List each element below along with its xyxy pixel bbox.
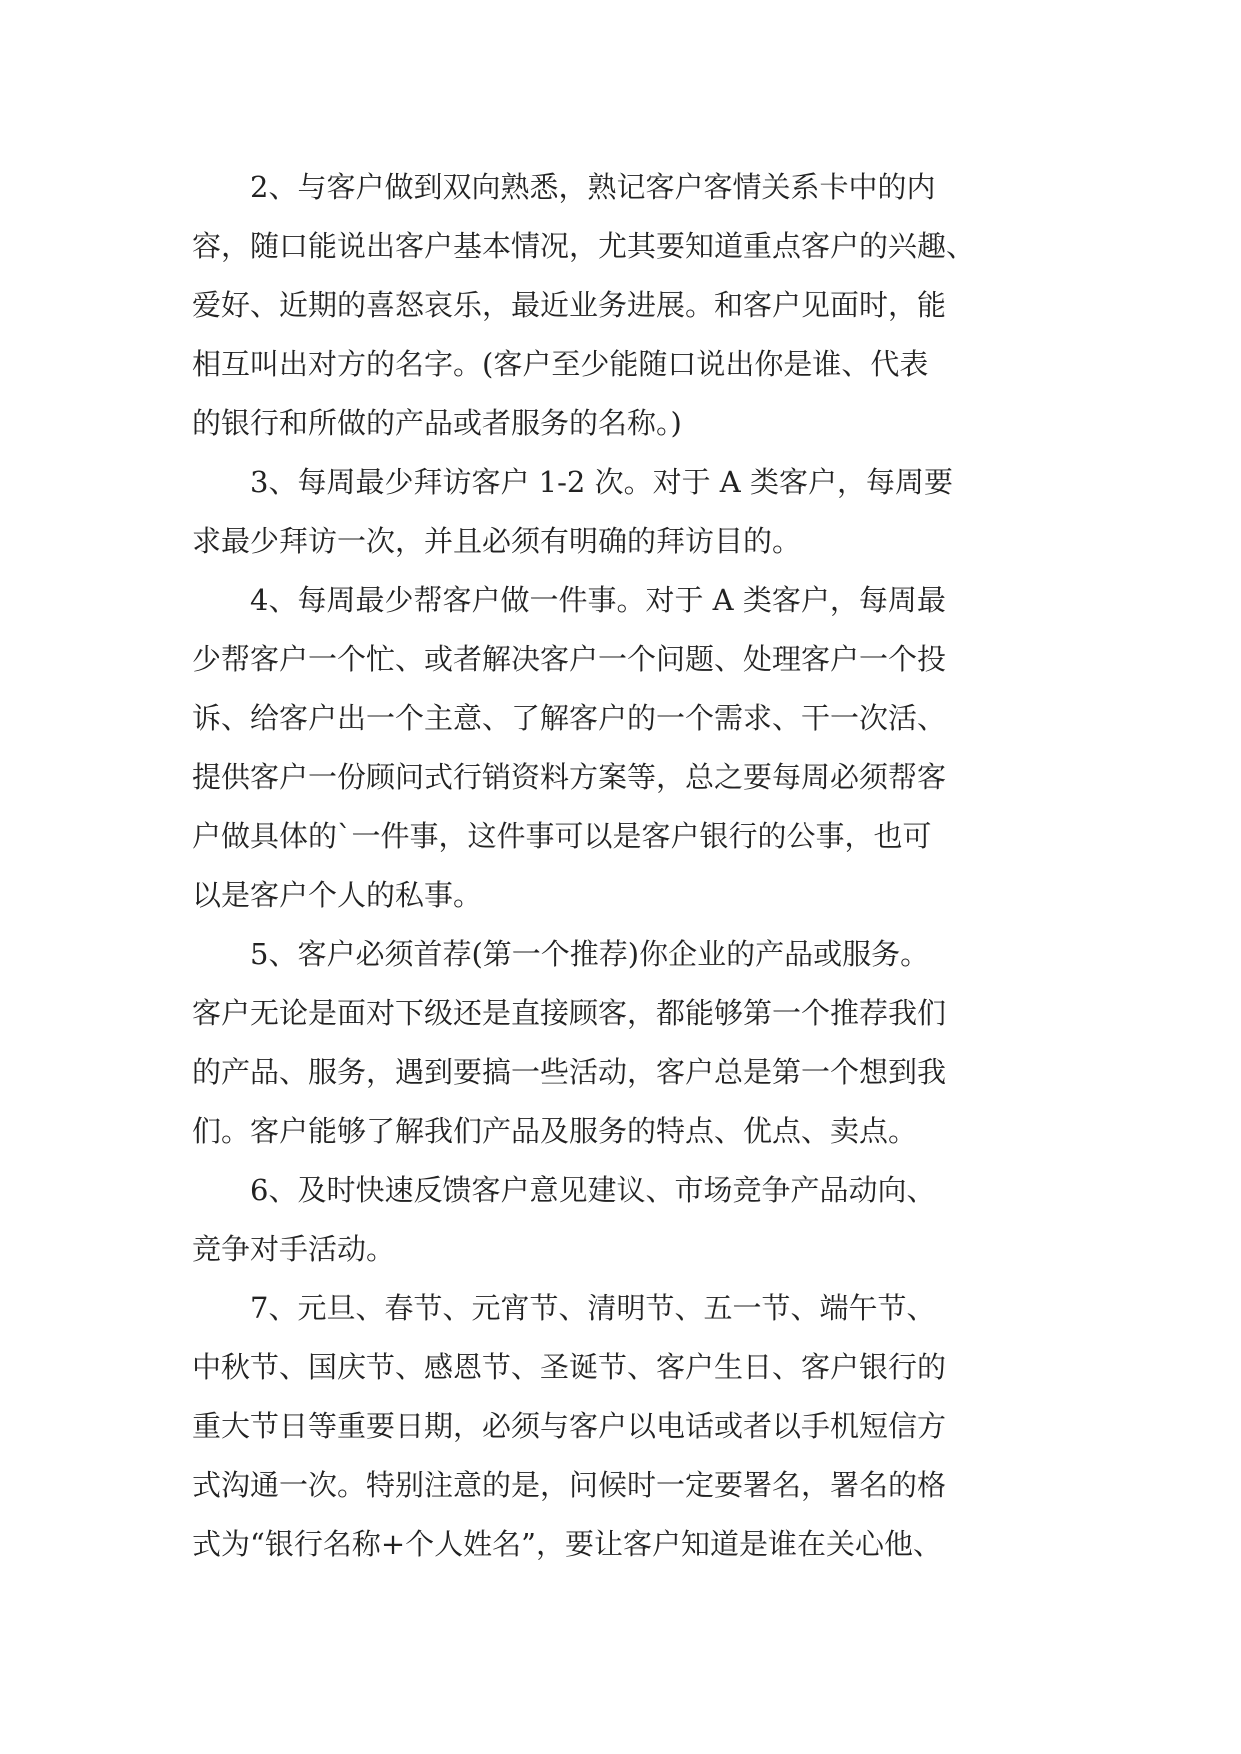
paragraph-4-line-3: 诉、给客户出一个主意、了解客户的一个需求、干一次活、 (192, 701, 947, 735)
paragraph-6-line-1: 6、及时快速反馈客户意见建议、市场竞争产品动向、 (250, 1173, 936, 1207)
paragraph-7-line-1: 7、元旦、春节、元宵节、清明节、五一节、端午节、 (250, 1291, 936, 1325)
paragraph-2-line-2: 容，随口能说出客户基本情况，尤其要知道重点客户的兴趣、 (192, 229, 976, 263)
paragraph-5-line-2: 客户无论是面对下级还是直接顾客，都能够第一个推荐我们 (192, 996, 947, 1030)
paragraph-7-line-4: 式沟通一次。特别注意的是，问候时一定要署名，署名的格 (192, 1468, 947, 1502)
paragraph-4-line-2: 少帮客户一个忙、或者解决客户一个问题、处理客户一个投 (192, 642, 947, 676)
paragraph-2-line-3: 爱好、近期的喜怒哀乐，最近业务进展。和客户见面时，能 (192, 288, 947, 322)
paragraph-4-line-6: 以是客户个人的私事。 (192, 878, 483, 912)
document-body (192, 158, 1072, 1574)
paragraph-3-line-2: 求最少拜访一次，并且必须有明确的拜访目的。 (192, 524, 802, 558)
paragraph-6-line-2: 竞争对手活动。 (192, 1232, 396, 1266)
paragraph-2-line-5: 的银行和所做的产品或者服务的名称。) (192, 406, 682, 440)
paragraph-2-line-4: 相互叫出对方的名字。(客户至少能随口说出你是谁、代表 (192, 347, 929, 381)
paragraph-5-line-4: 们。客户能够了解我们产品及服务的特点、优点、卖点。 (192, 1114, 918, 1148)
paragraph-4-line-5: 户做具体的`一件事，这件事可以是客户银行的公事，也可 (192, 819, 932, 853)
paragraph-4-line-1: 4、每周最少帮客户做一件事。对于 A 类客户，每周最 (250, 583, 946, 617)
paragraph-7-line-2: 中秋节、国庆节、感恩节、圣诞节、客户生日、客户银行的 (192, 1350, 947, 1384)
paragraph-7-line-5: 式为“银行名称+个人姓名”，要让客户知道是谁在关心他、 (192, 1527, 942, 1561)
paragraph-5-line-3: 的产品、服务，遇到要搞一些活动，客户总是第一个想到我 (192, 1055, 947, 1089)
paragraph-4-line-4: 提供客户一份顾问式行销资料方案等，总之要每周必须帮客 (192, 760, 947, 794)
paragraph-3-line-1: 3、每周最少拜访客户 1-2 次。对于 A 类客户，每周要 (250, 465, 953, 499)
paragraph-2-line-1: 2、与客户做到双向熟悉，熟记客户客情关系卡中的内 (250, 170, 936, 204)
paragraph-5-line-1: 5、客户必须首荐(第一个推荐)你企业的产品或服务。 (250, 937, 930, 971)
paragraph-7-line-3: 重大节日等重要日期，必须与客户以电话或者以手机短信方 (192, 1409, 947, 1443)
